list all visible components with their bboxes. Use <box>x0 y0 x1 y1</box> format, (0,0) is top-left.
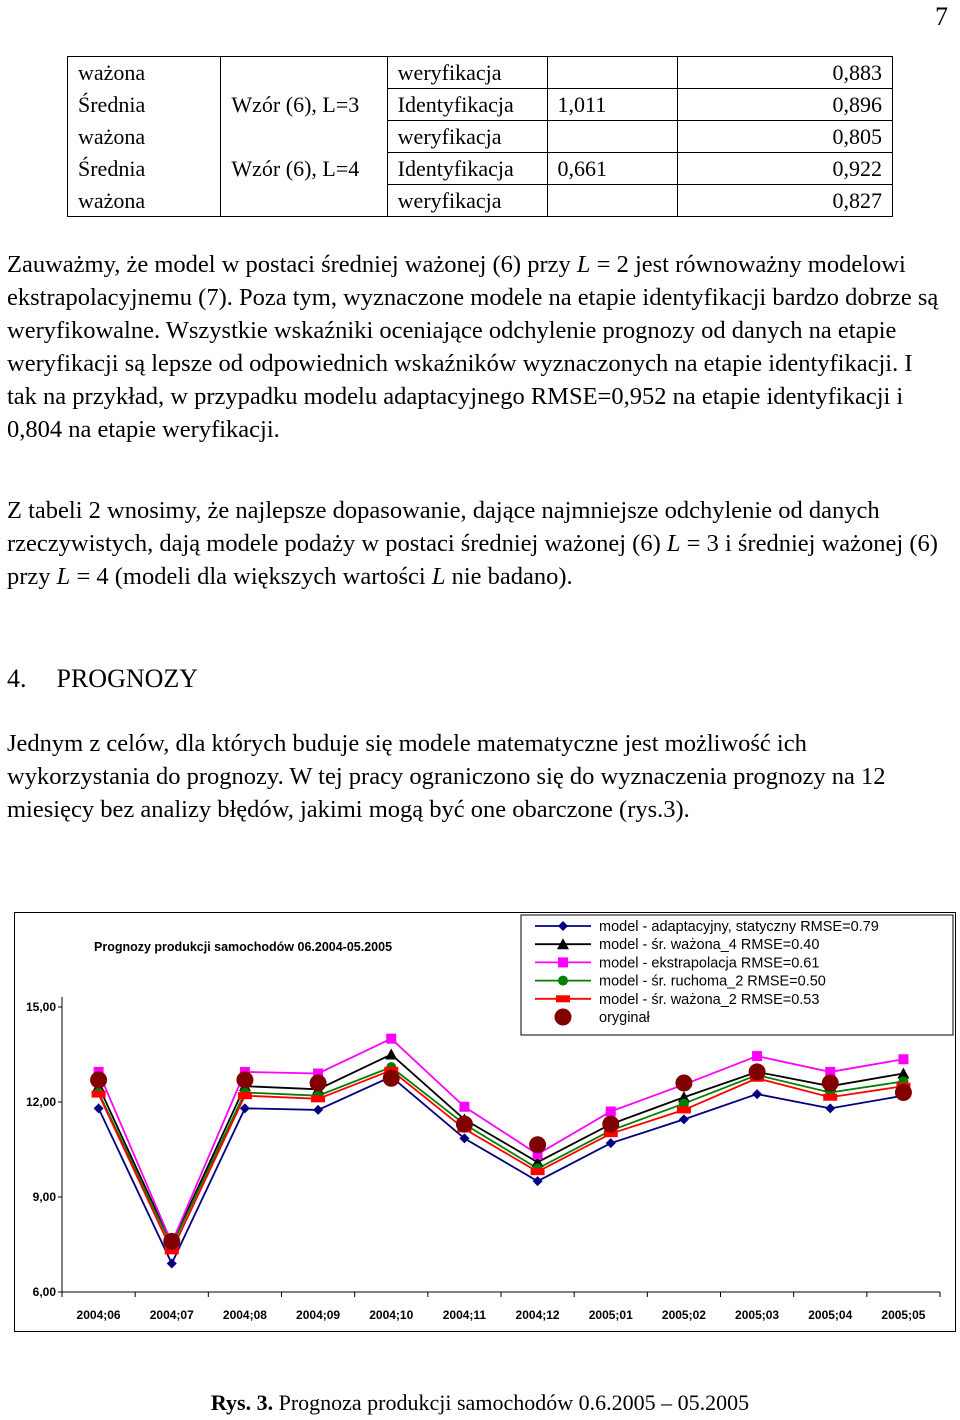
cell-method: ważona <box>68 57 221 89</box>
variable-l: L <box>576 251 591 278</box>
caption-label: Rys. 3. <box>210 1390 274 1415</box>
x-tick-label: 2005;01 <box>588 1308 633 1322</box>
y-tick-label: 12,00 <box>25 1095 56 1109</box>
cell-value1: 0,661 <box>547 153 677 185</box>
figure-caption <box>0 1390 960 1416</box>
data-point <box>90 1071 107 1088</box>
data-point <box>675 1075 692 1092</box>
data-point <box>752 1051 762 1061</box>
caption-text: Prognoza produkcji samochodów 0.6.2005 – 05.2005 <box>273 1390 750 1415</box>
x-tick-label: 2004;06 <box>76 1308 121 1322</box>
cell-value2: 0,896 <box>677 89 893 121</box>
forecast-chart <box>14 912 956 1332</box>
cell-stage: weryfikacja <box>387 57 547 89</box>
cell-formula: Wzór (6), L=3 <box>221 89 387 121</box>
cell-stage: weryfikacja <box>387 121 547 153</box>
data-point <box>92 1091 106 1098</box>
data-point <box>531 1168 545 1175</box>
table-row <box>68 185 893 217</box>
page-number: 7 <box>935 2 948 31</box>
table-row <box>68 89 893 121</box>
section-heading <box>7 664 198 694</box>
x-tick-label: 2005;03 <box>735 1308 780 1322</box>
x-tick-label: 2004;10 <box>369 1308 414 1322</box>
data-point <box>459 1102 469 1112</box>
legend-label: model - śr. ważona_2 RMSE=0.53 <box>599 991 820 1008</box>
paragraph-2: Z tabeli 2 wnosimy, że najlepsze dopasowanie, dające najmniejsze odchylenie od danych rzeczywistych, dają modele podaży w postaci średniej ważonej (6) L = 3 i średniej ważonej (6) przy L = 4 (modeli dla większych wartości L nie badano). <box>7 497 938 590</box>
cell-value1: 1,011 <box>547 89 677 121</box>
legend-label: model - ekstrapolacja RMSE=0.61 <box>599 955 820 972</box>
data-point <box>898 1054 908 1064</box>
x-tick-label: 2004;09 <box>296 1308 341 1322</box>
legend-marker <box>558 976 568 986</box>
cell-value2: 0,922 <box>677 153 893 185</box>
legend-label: model - śr. ważona_4 RMSE=0.40 <box>599 937 820 954</box>
section-title: PROGNOZY <box>56 664 199 693</box>
data-point <box>163 1233 180 1250</box>
cell-formula <box>221 121 387 153</box>
cell-method: Średnia <box>68 89 221 121</box>
cell-stage: Identyfikacja <box>387 153 547 185</box>
data-point <box>677 1106 691 1113</box>
cell-value2: 0,805 <box>677 121 893 153</box>
cell-value1 <box>547 185 677 217</box>
data-point <box>310 1075 327 1092</box>
x-tick-label: 2004;11 <box>442 1308 487 1322</box>
chart-svg <box>14 912 956 1332</box>
chart-title: Prognozy produkcji samochodów 06.2004-05.2005 <box>94 940 393 954</box>
x-tick-label: 2005;02 <box>661 1308 706 1322</box>
x-tick-label: 2004;12 <box>515 1308 560 1322</box>
data-point <box>456 1116 473 1133</box>
cell-method: Średnia <box>68 153 221 185</box>
cell-method: ważona <box>68 185 221 217</box>
paragraph-1: Zauważmy, że model w postaci średniej ważonej (6) przy L = 2 jest równoważny modelowi ekstrapolacyjnemu (7). Poza tym, wyznaczone modele na etapie identyfikacji bardzo dobrze są weryfikowalne. Wszystkie wskaźniki oceniające odchylenie prognozy od danych na etapie weryfikacji są lepsze od odpowiednich wskaźników wyznaczonych na etapie identyfikacji. I tak na przykład, w przypadku modelu adaptacyjnego RMSE=0,952 na etapie identyfikacji i 0,804 na etapie weryfikacji. <box>7 251 939 443</box>
table-row <box>68 121 893 153</box>
data-point <box>749 1063 766 1080</box>
cell-stage: weryfikacja <box>387 185 547 217</box>
cell-formula <box>221 185 387 217</box>
legend-marker <box>556 995 570 1002</box>
data-point <box>895 1084 912 1101</box>
table-row <box>68 57 893 89</box>
x-tick-label: 2004;07 <box>149 1308 194 1322</box>
cell-formula <box>221 57 387 89</box>
section-number: 4. <box>7 664 27 693</box>
y-tick-label: 15,00 <box>25 1000 56 1014</box>
x-tick-label: 2005;05 <box>881 1308 926 1322</box>
cell-value2: 0,827 <box>677 185 893 217</box>
table-row <box>68 153 893 185</box>
data-point <box>529 1136 546 1153</box>
data-point <box>386 1034 396 1044</box>
cell-stage: Identyfikacja <box>387 89 547 121</box>
legend-label: oryginał <box>599 1010 650 1026</box>
legend-label: model - adaptacyjny, statyczny RMSE=0.79 <box>599 919 879 935</box>
data-point <box>823 1094 837 1101</box>
data-point <box>606 1107 616 1117</box>
y-tick-label: 9,00 <box>32 1190 56 1204</box>
cell-value2: 0,883 <box>677 57 893 89</box>
data-point <box>602 1116 619 1133</box>
x-tick-label: 2005;04 <box>808 1308 853 1322</box>
cell-method: ważona <box>68 121 221 153</box>
data-point <box>822 1075 839 1092</box>
y-tick-label: 6,00 <box>32 1285 56 1299</box>
data-point <box>236 1071 253 1088</box>
cell-formula: Wzór (6), L=4 <box>221 153 387 185</box>
results-table <box>67 56 893 217</box>
x-tick-label: 2004;08 <box>222 1308 267 1322</box>
legend-marker <box>555 1009 572 1026</box>
data-point <box>311 1095 325 1102</box>
legend-marker <box>558 957 568 967</box>
cell-value1 <box>547 57 677 89</box>
cell-value1 <box>547 121 677 153</box>
legend-label: model - śr. ruchoma_2 RMSE=0.50 <box>599 973 826 990</box>
data-point <box>238 1092 252 1099</box>
paragraph-3: Jednym z celów, dla których buduje się modele matematyczne jest możliwość ich wykorzystania do prognozy. W tej pracy ograniczono się do wyznaczenia prognozy na 12 miesięcy bez analizy błędów, jakimi mogą być one obarczone (rys.3). <box>7 730 886 823</box>
data-point <box>383 1070 400 1087</box>
